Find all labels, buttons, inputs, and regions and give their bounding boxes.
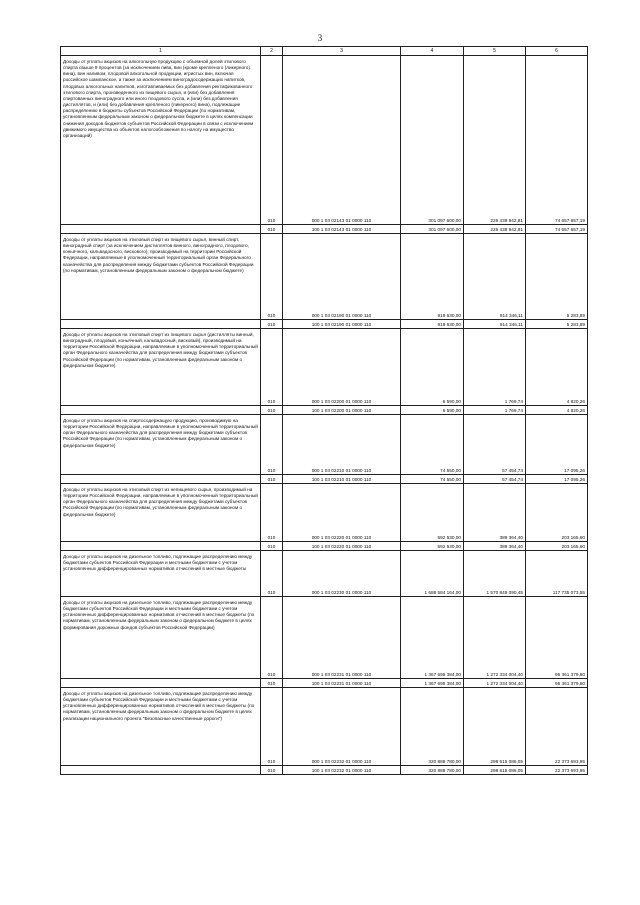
line-code-cell: 010 (261, 542, 283, 551)
unexecuted-amount-cell: 95 361 379,60 (526, 597, 588, 679)
unexecuted-amount-cell: 22 373 693,95 (526, 688, 588, 766)
budget-code-cell: 000 1 03 02220 01 0000 110 (283, 484, 401, 542)
table-row (61, 688, 588, 766)
table-row (61, 56, 588, 225)
executed-amount-cell: 1 272 334 004,40 (464, 679, 526, 688)
line-code-cell: 010 (261, 679, 283, 688)
approved-amount-cell: 592 530,00 (401, 484, 464, 542)
budget-code-cell: 100 1 03 02232 01 0000 110 (283, 766, 401, 775)
executed-amount-cell: 226 439 942,81 (464, 56, 526, 225)
line-code-cell: 010 (261, 329, 283, 406)
table-row (61, 320, 588, 329)
budget-code-cell: 100 1 03 02190 01 0000 110 (283, 320, 401, 329)
executed-amount-cell: 914 346,11 (464, 320, 526, 329)
column-number-row (61, 47, 588, 56)
row-description-empty (61, 225, 261, 234)
column-header: 4 (401, 47, 464, 56)
unexecuted-amount-cell: 17 095,26 (526, 415, 588, 475)
executed-amount-cell: 1 769,74 (464, 406, 526, 415)
row-description-empty (61, 406, 261, 415)
executed-amount-cell: 298 515 086,05 (464, 766, 526, 775)
line-code-cell: 010 (261, 415, 283, 475)
budget-code-cell: 000 1 03 02210 01 0000 110 (283, 415, 401, 475)
table-row (61, 551, 588, 597)
budget-code-cell: 100 1 03 02143 01 0000 110 (283, 225, 401, 234)
approved-amount-cell: 6 590,00 (401, 406, 464, 415)
line-code-cell: 010 (261, 234, 283, 320)
line-code-cell: 010 (261, 320, 283, 329)
row-description: Доходы от уплаты акцизов на дизельное топливо, подлежащие распределению между бюджетами субъектов Российской Федерации и местными бюджетами с учетом установленных дифференцированных нормативов отчислений в местные бюджеты (61, 551, 261, 597)
row-description: Доходы от уплаты акцизов на алкогольную продукцию с объемной долей этилового спирта свыше 9 процентов (за исключением пива, вин (кроме крепленого (ликерного) вина), вин наливом, плодовой алкогольной продукции, игристых вин, включая российское шампанское, а также за исключением виноградосодержащих напитков, плодовых алкогольных напитков, изготавливаемых без добавления ректификованного этилового спирта, произведенного из пищевого сырья, и (или) без добавления спиртованных виноградного или иного плодового сусла, и (или) без добавления дистиллятов, и (или) без добавления крепленого (ликерного) вина), подлежащие распределению в бюджеты субъектов Российской Федерации (по нормативам, установленным федеральным законом о федеральном бюджете в целях компенсации снижения доходов бюджетов субъектов Российской Федерации в связи с исключением движимого имущества из объектов налогообложения по налогу на имущество организаций) (61, 56, 261, 225)
unexecuted-amount-cell: 5 283,89 (526, 320, 588, 329)
executed-amount-cell: 389 364,40 (464, 484, 526, 542)
unexecuted-amount-cell: 4 820,26 (526, 329, 588, 406)
approved-amount-cell: 919 630,00 (401, 320, 464, 329)
column-header: 3 (283, 47, 401, 56)
row-description: Доходы от уплаты акцизов на этиловый спирт из пищевого сырья, винный спирт, виноградный спирт (за исключением дистиллятов винного, виноградного, плодового, коньячного, кальвадосного, вискового), производимый на территории Российской Федерации, направляемые в уполномоченный территориальный орган Федерального казначейства для распределения между бюджетами субъектов Российской Федерации (по нормативам, установленным федеральным законом о федеральном бюджете) (61, 234, 261, 320)
row-description: Доходы от уплаты акцизов на дизельное топливо, подлежащие распределению между бюджетами субъектов Российской Федерации и местными бюджетами с учетом установленных дифференцированных нормативов отчислений в местные бюджеты (по нормативам, установленным федеральным законом о федеральном бюджете в целях формирования дорожных фондов субъектов Российской Федерации) (61, 597, 261, 679)
approved-amount-cell: 301 097 600,00 (401, 56, 464, 225)
budget-code-cell: 100 1 03 02210 01 0000 110 (283, 475, 401, 484)
budget-code-cell: 000 1 03 02143 01 0000 110 (283, 56, 401, 225)
budget-code-cell: 100 1 03 02220 01 0000 110 (283, 542, 401, 551)
approved-amount-cell: 6 590,00 (401, 329, 464, 406)
row-description-empty (61, 679, 261, 688)
approved-amount-cell: 74 550,00 (401, 415, 464, 475)
approved-amount-cell: 1 367 695 384,00 (401, 679, 464, 688)
line-code-cell: 010 (261, 406, 283, 415)
approved-amount-cell: 320 888 780,00 (401, 688, 464, 766)
executed-amount-cell: 226 439 942,81 (464, 225, 526, 234)
budget-code-cell: 000 1 03 02190 01 0000 110 (283, 234, 401, 320)
column-header: 5 (464, 47, 526, 56)
line-code-cell: 010 (261, 56, 283, 225)
unexecuted-amount-cell: 22 373 693,95 (526, 766, 588, 775)
page-number: 3 (317, 33, 323, 43)
unexecuted-amount-cell: 203 165,60 (526, 484, 588, 542)
approved-amount-cell: 1 367 695 384,00 (401, 597, 464, 679)
table-row (61, 766, 588, 775)
line-code-cell: 010 (261, 475, 283, 484)
budget-code-cell: 000 1 03 02232 01 0000 110 (283, 688, 401, 766)
row-description: Доходы от уплаты акцизов на спиртосодержащую продукцию, производимую на территории Российской Федерации, направляемые в уполномоченный территориальный орган Федерального казначейства для распределения между бюджетами субъектов Российской Федерации (по нормативам, установленным федеральным законом о федеральном бюджете) (61, 415, 261, 475)
table-row (61, 679, 588, 688)
unexecuted-amount-cell: 4 820,26 (526, 406, 588, 415)
executed-amount-cell: 1 272 334 004,40 (464, 597, 526, 679)
column-header: 1 (61, 47, 261, 56)
row-description: Доходы от уплаты акцизов на дизельное топливо, подлежащие распределению между бюджетами субъектов Российской Федерации и местными бюджетами с учетом установленных дифференцированных нормативов отчислений в местные бюджеты (по нормативам, установленным федеральным законом о федеральном бюджете в целях реализации национального проекта "Безопасные качественные дороги") (61, 688, 261, 766)
unexecuted-amount-cell: 17 095,26 (526, 475, 588, 484)
unexecuted-amount-cell: 203 165,60 (526, 542, 588, 551)
unexecuted-amount-cell: 74 657 657,19 (526, 56, 588, 225)
row-description-empty (61, 475, 261, 484)
unexecuted-amount-cell: 117 735 073,55 (526, 551, 588, 597)
row-description: Доходы от уплаты акцизов на этиловый спирт из непищевого сырья, производимый на территории Российской Федерации, направляемые в уполномоченный территориальный орган Федерального казначейства для распределения между бюджетами субъектов Российской Федерации (по нормативам, установленным федеральным законом о федеральном бюджете) (61, 484, 261, 542)
approved-amount-cell: 301 097 600,00 (401, 225, 464, 234)
approved-amount-cell: 1 688 584 164,00 (401, 551, 464, 597)
revenue-table (60, 46, 588, 775)
executed-amount-cell: 1 570 849 090,45 (464, 551, 526, 597)
approved-amount-cell: 320 888 780,00 (401, 766, 464, 775)
table-row (61, 234, 588, 320)
column-header: 2 (261, 47, 283, 56)
budget-code-cell: 100 1 03 02200 01 0000 110 (283, 406, 401, 415)
line-code-cell: 010 (261, 484, 283, 542)
table-row (61, 542, 588, 551)
table-row (61, 406, 588, 415)
budget-code-cell: 000 1 03 02230 01 0000 110 (283, 551, 401, 597)
line-code-cell: 010 (261, 225, 283, 234)
row-description-empty (61, 766, 261, 775)
executed-amount-cell: 914 346,11 (464, 234, 526, 320)
line-code-cell: 010 (261, 597, 283, 679)
unexecuted-amount-cell: 74 657 657,19 (526, 225, 588, 234)
row-description-empty (61, 542, 261, 551)
unexecuted-amount-cell: 5 283,89 (526, 234, 588, 320)
table-row (61, 415, 588, 475)
line-code-cell: 010 (261, 551, 283, 597)
executed-amount-cell: 57 454,74 (464, 475, 526, 484)
table-row (61, 225, 588, 234)
executed-amount-cell: 298 515 086,05 (464, 688, 526, 766)
budget-code-cell: 000 1 03 02231 01 0000 110 (283, 597, 401, 679)
executed-amount-cell: 389 364,40 (464, 542, 526, 551)
approved-amount-cell: 74 550,00 (401, 475, 464, 484)
budget-code-cell: 100 1 03 02231 01 0000 110 (283, 679, 401, 688)
executed-amount-cell: 57 454,74 (464, 415, 526, 475)
unexecuted-amount-cell: 95 361 379,60 (526, 679, 588, 688)
approved-amount-cell: 592 530,00 (401, 542, 464, 551)
approved-amount-cell: 919 630,00 (401, 234, 464, 320)
line-code-cell: 010 (261, 688, 283, 766)
table-row (61, 484, 588, 542)
table-row (61, 597, 588, 679)
column-header: 6 (526, 47, 588, 56)
table-row (61, 329, 588, 406)
table-row (61, 475, 588, 484)
row-description-empty (61, 320, 261, 329)
budget-code-cell: 000 1 03 02200 01 0000 110 (283, 329, 401, 406)
executed-amount-cell: 1 769,74 (464, 329, 526, 406)
line-code-cell: 010 (261, 766, 283, 775)
row-description: Доходы от уплаты акцизов на этиловый спирт из пищевого сырья (дистилляты винный, виноградный, плодовый, коньячный, кальвадосный, висковый), производимый на территории Российской Федерации, направляемые в уполномоченный территориальный орган Федерального казначейства для распределения между бюджетами субъектов Российской Федерации (по нормативам, установленным федеральным законом о федеральном бюджете) (61, 329, 261, 406)
